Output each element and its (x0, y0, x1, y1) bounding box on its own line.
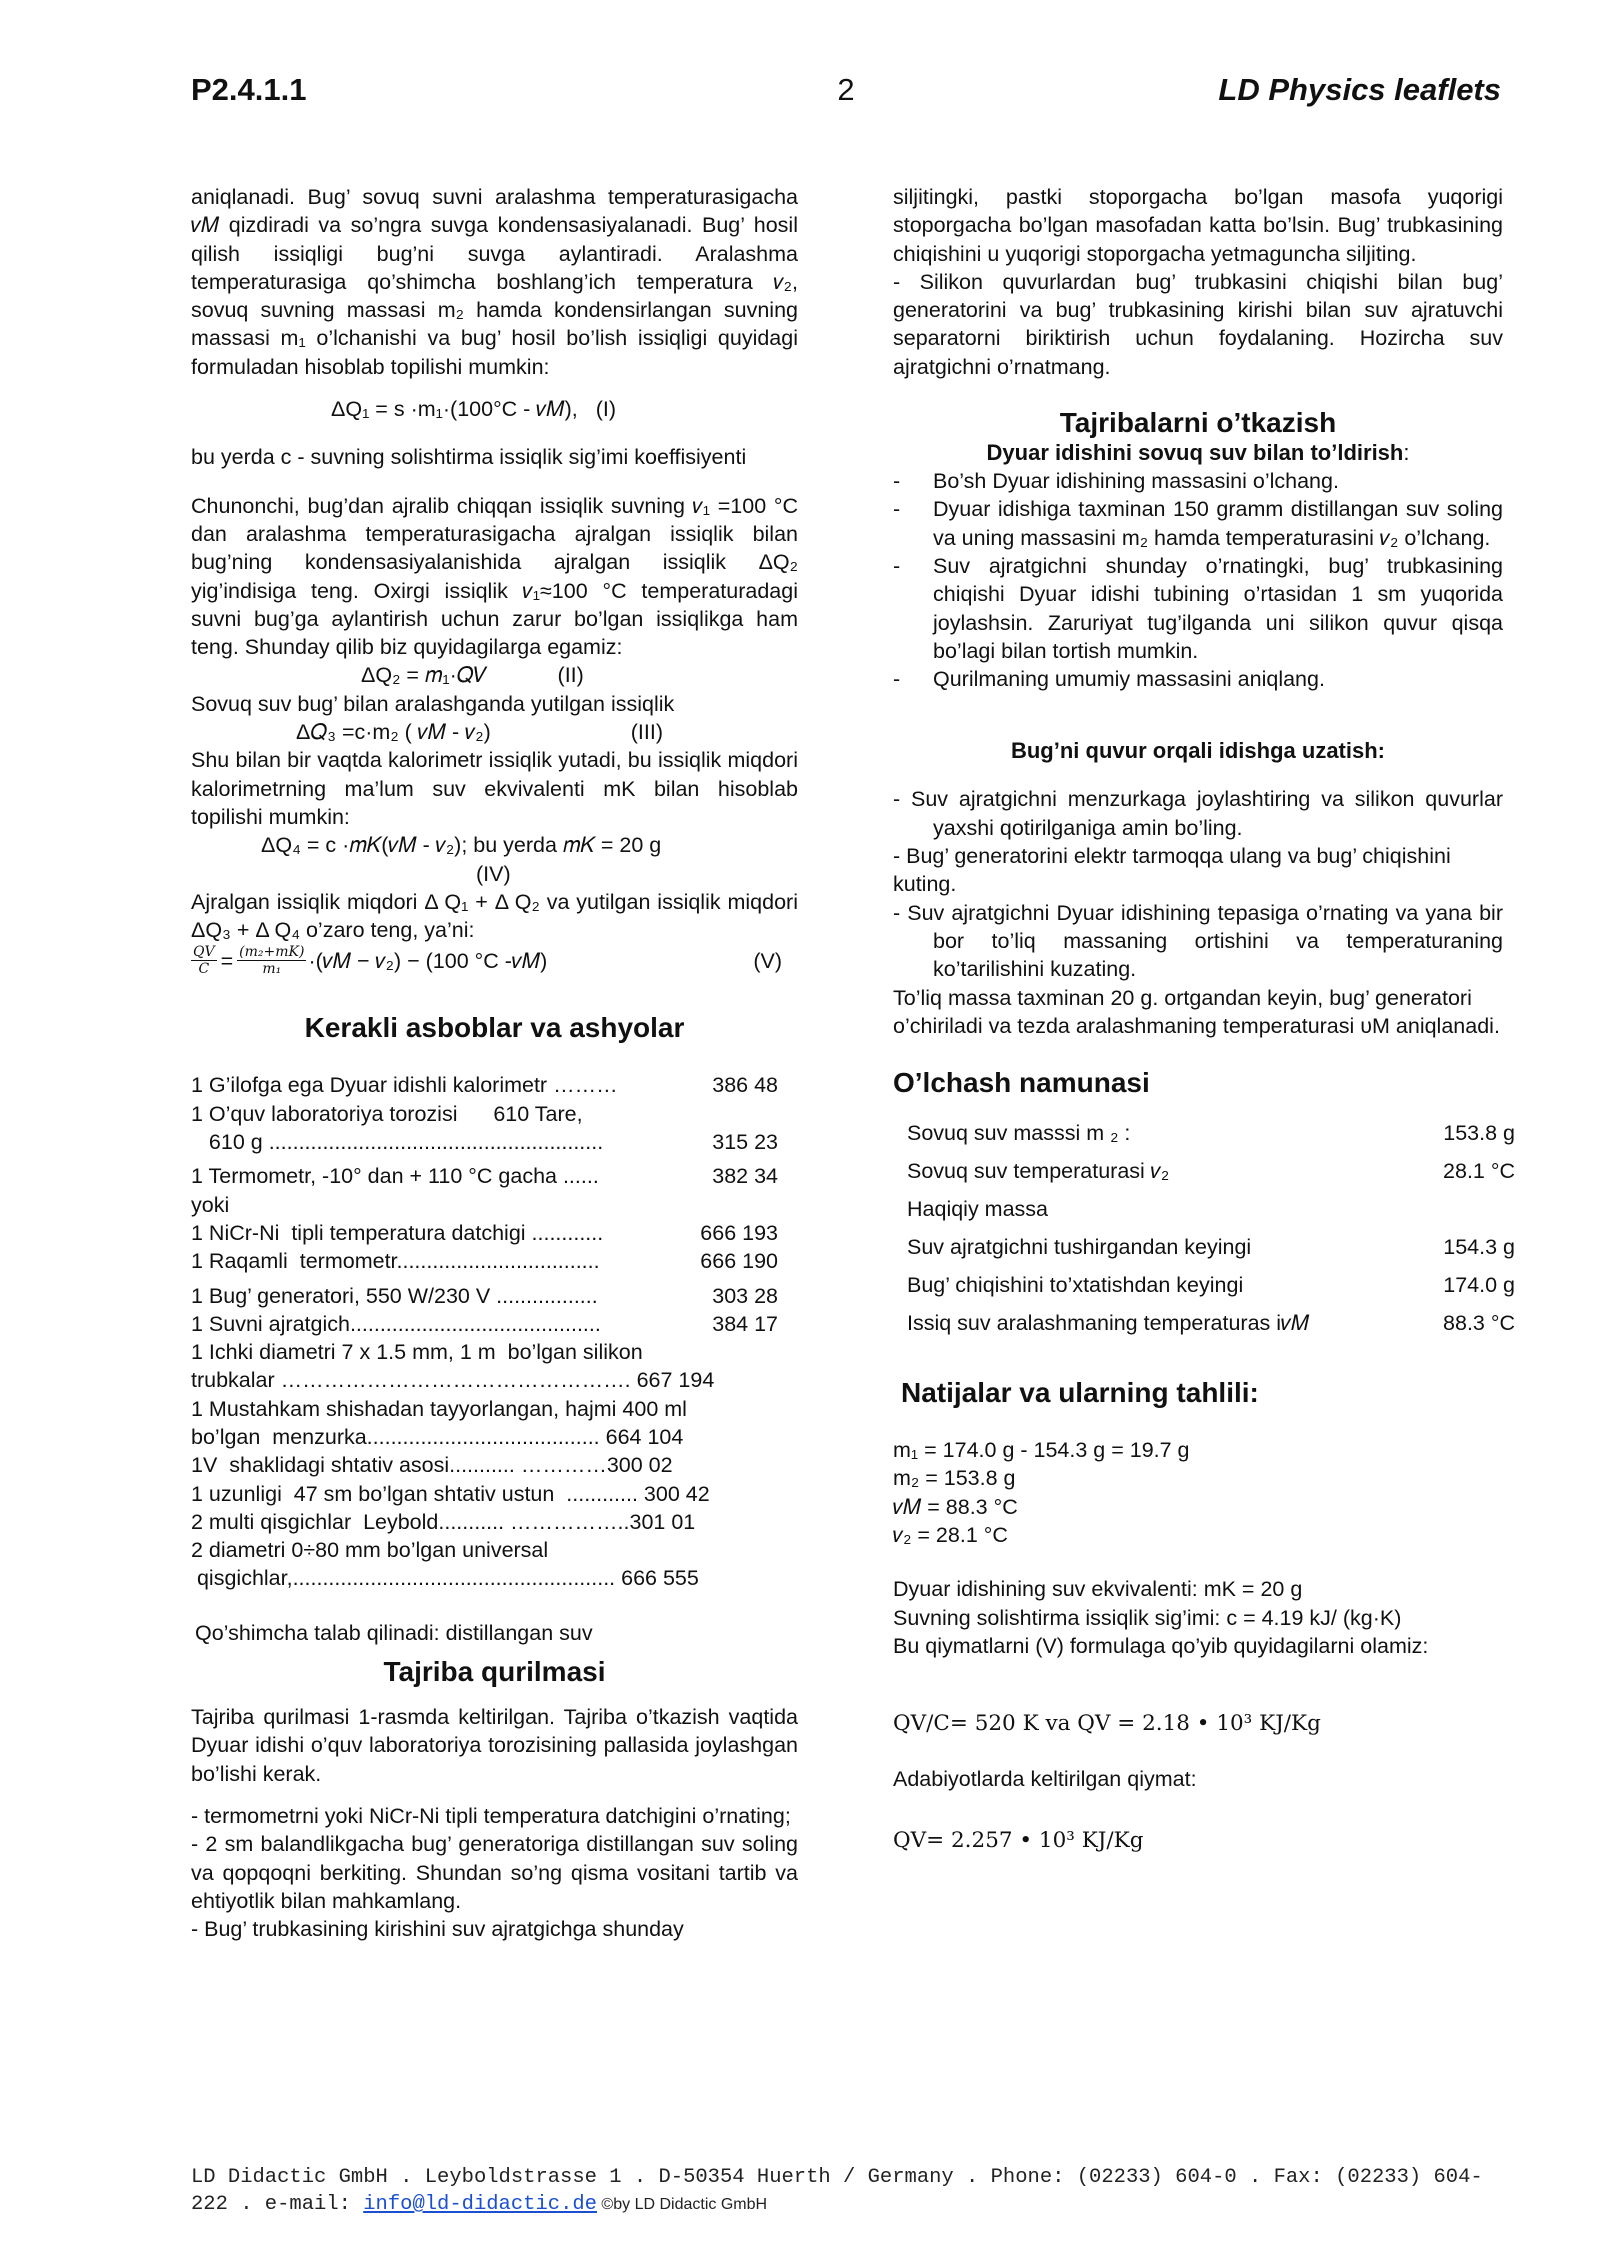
measurement-row (907, 1304, 1515, 1342)
equipment-code (778, 1395, 798, 1423)
right-column (893, 183, 1515, 1855)
fill-title: Dyuar idishini sovuq suv bilan to’ldirish: (986, 440, 1410, 466)
setup-paragraph-4: - Bug’ trubkasining kirishini suv ajratgichga shunday (191, 1917, 684, 1942)
measurement-value: 154.3 g (1443, 1234, 1515, 1259)
balance-paragraph: Ajralgan issiqlik miqdori Δ Q₁ + Δ Q₂ va yutilgan issiqlik miqdori ΔQ₃ + Δ Q₄ o’zaro teng, ya’ni: (191, 889, 798, 943)
equipment-text: 1 O’quv laboratoriya torozisi 610 Tare, (191, 1101, 583, 1126)
equation-4: ΔQ₄ = c ·𝑚𝐾(𝑣𝑀 - 𝑣₂); bu yerda 𝑚𝐾 = 20 g (261, 833, 662, 858)
equipment-code: 386 48 (712, 1073, 778, 1098)
steam-step-2: - Bug’ generatorini elektr tarmoqqa ulang va bug’ chiqishini kuting. (893, 844, 1451, 897)
measurement-label: Suv ajratgichni tushirgandan keyingi (907, 1234, 1252, 1259)
equipment-code (778, 1423, 798, 1451)
equipment-item (191, 1219, 798, 1247)
left-column (191, 183, 798, 1943)
equipment-text: 610 g ........................................................ (191, 1130, 604, 1155)
footer-copyright: ©by LD Didactic GmbH (596, 2196, 768, 2213)
continued-paragraph-1: siljitingki, pastki stoporgacha bo’lgan masofa yuqorigi stoporgacha bo’lgan masofadan katta bo’lsin. Bug’ trubkasining chiqishini u yuqorigi stoporgacha yetmaguncha siljiting. (893, 185, 1503, 266)
equation-5: $\frac{\text{𝑄𝑉}}{\text{𝐶}}$ = $\frac{\text{(𝑚₂+𝑚𝐾)}}{\text{𝑚₁}}$ ·(𝑣𝑀 − 𝑣₂) − (100 °C -𝑣𝑀) (V) (193, 944, 782, 978)
equipment-text: 1V shaklidagi shtativ asosi........... …………300 02 (191, 1453, 673, 1478)
equipment-code: 666 190 (700, 1249, 778, 1274)
leaflet-code: P2.4.1.1 (191, 72, 307, 107)
steam-step-4: To’liq massa taxminan 20 g. ortgandan keyin, bug’ generatori o’chiriladi va tezda aralashmaning temperaturasi υM aniqlanadi. (893, 985, 1500, 1038)
equipment-list (191, 1071, 798, 1592)
equipment-text: 2 diametri 0÷80 mm bo’lgan universal (191, 1538, 549, 1563)
measurement-value: 153.8 g (1443, 1120, 1515, 1145)
measurement-row (907, 1190, 1515, 1228)
experiment-title: Tajribalarni o’tkazish (1059, 407, 1337, 439)
equipment-text: 1 G’ilofga ega Dyuar idishli kalorimetr ……… (191, 1073, 618, 1098)
measurement-label: Issiq suv aralashmaning temperaturas i𝑣𝑀 (907, 1310, 1310, 1335)
equipment-item (191, 1162, 798, 1190)
equipment-code (778, 1564, 798, 1592)
equipment-code: 382 34 (712, 1164, 778, 1189)
equipment-code: 384 17 (712, 1311, 778, 1336)
setup-paragraph-1: Tajriba qurilmasi 1-rasmda keltirilgan. Tajriba o’tkazish vaqtida Dyuar idishi o’quv laboratoriya torozisining pallasida joylashgan bo’lishi kerak. (191, 1705, 798, 1786)
heat-paragraph: Chunonchi, bug’dan ajralib chiqqan issiqlik suvning 𝑣₁ =100 °C dan aralashma temperaturasigacha ajralgan issiqlik bilan bug’ning kondensasiyalanishida ajralgan issiqlik ΔQ₂ yig’indisiga teng. Oxirgi issiqlik 𝑣₁≈100 °C temperaturadagi suvni bug’ga aylantirish uchun zarur bo’lgan issiqlikga ham teng. Shunday qilib biz quyidagilarga egamiz: (191, 493, 798, 660)
measurement-value (1423, 1190, 1515, 1228)
additional-requirement: Qo’shimcha talab qilinadi: distillangan suv (195, 1620, 593, 1645)
measurement-value: 88.3 °C (1443, 1310, 1515, 1335)
equipment-code (778, 1338, 798, 1366)
equipment-text: 1 Mustahkam shishadan tayyorlangan, hajmi 400 ml (191, 1396, 687, 1421)
result-v2: 𝑣₂ = 28.1 °C (893, 1523, 1008, 1548)
equipment-text: 1 Ichki diametri 7 x 1.5 mm, 1 m bo’lgan silikon (191, 1340, 643, 1365)
equipment-code: 315 23 (712, 1130, 778, 1155)
equation-2: ΔQ₂ = 𝑚₁·𝑄𝑉 (II) (361, 663, 584, 688)
equipment-item (191, 1536, 798, 1564)
equipment-item (191, 1338, 798, 1366)
equipment-text: qisgichlar,...................................................... 666 555 (191, 1566, 699, 1591)
page-footer (191, 2164, 1501, 2218)
measurement-table (907, 1114, 1515, 1342)
equipment-item (191, 1366, 798, 1394)
literature-value: QV= 2.257 • 10³ KJ/Kg (893, 1827, 1144, 1853)
fill-step: - Bo’sh Dyuar idishining massasini o’lchang. (893, 467, 1503, 495)
fill-steps (893, 467, 1503, 693)
results-title: Natijalar va ularning tahlili: (901, 1377, 1259, 1409)
footer-email-link[interactable]: info@ld-didactic.de (363, 2193, 597, 2216)
equipment-text: 1 uzunligi 47 sm bo’lgan shtativ ustun ............ 300 42 (191, 1481, 710, 1506)
equipment-item (191, 1564, 798, 1592)
equipment-text: 1 Bug’ generatori, 550 W/230 V ................. (191, 1283, 598, 1308)
equipment-item (191, 1071, 798, 1099)
literature-label: Adabiyotlarda keltirilgan qiymat: (893, 1766, 1197, 1791)
equipment-code (778, 1536, 798, 1564)
equipment-text: trubkalar …………………………………………. 667 194 (191, 1368, 715, 1393)
steam-step-3: - Suv ajratgichni Dyuar idishining tepasiga o’rnating va yana bir bor to’liq massaning ortishini va temperaturaning ko’tarilishini kuzating. (893, 900, 1503, 982)
equipment-code (778, 1508, 798, 1536)
equipment-item (191, 1191, 798, 1219)
qv-over-c: $\frac{\text{𝑄𝑉}}{\text{𝐶}}$ (193, 944, 215, 978)
measurement-label: Sovuq suv temperaturasi 𝑣₂ (907, 1158, 1170, 1183)
measurement-value: 174.0 g (1443, 1272, 1515, 1297)
setup-paragraph-2: - termometrni yoki NiCr-Ni tipli temperatura datchigini o’rnating; (191, 1803, 791, 1828)
equipment-text: yoki (191, 1192, 230, 1217)
equipment-text: bo’lgan menzurka....................................... 664 104 (191, 1424, 684, 1449)
equation-4-tag: (IV) (476, 861, 511, 886)
setup-paragraph-3: - 2 sm balandlikgacha bug’ generatoriga distillangan suv soling va qopqoqni berkiting. Shundan so’ng qisma vositani tartib va ehtiyotlik bilan mahkamlang. (191, 1832, 798, 1913)
measurement-row (907, 1266, 1515, 1304)
specific-heat: Suvning solishtirma issiqlik sig’imi: c = 4.19 kJ/ (kg·K) (893, 1605, 1402, 1630)
measurement-label: Haqiqiy massa (907, 1196, 1048, 1221)
measurement-row (907, 1114, 1515, 1152)
fill-step: - Suv ajratgichni shunday o’rnatingki, bug’ trubkasining chiqishi Dyuar idishi tubining o’rtasidan 1 sm yuqorida joylashsin. Zaruriyat tug’ilganda uni silikon quvur qisqa bo’lagi bilan tortish mumkin. (893, 552, 1503, 665)
result-m2: m₂ = 153.8 g (893, 1466, 1016, 1491)
equipment-item (191, 1451, 798, 1479)
cold-water-paragraph: Sovuq suv bug’ bilan aralashganda yutilgan issiqlik (191, 691, 675, 716)
setup-title: Tajriba qurilmasi (383, 1656, 606, 1688)
equipment-item (191, 1395, 798, 1423)
equipment-code (778, 1451, 798, 1479)
results-values (893, 1436, 1503, 1549)
equipment-code (778, 1480, 798, 1508)
equipment-code: 666 193 (700, 1220, 778, 1245)
equation-1: ΔQ₁ = s ·m₁·(100°C - 𝑣𝑀), (I) (331, 397, 617, 422)
steam-step-1: - Suv ajratgichni menzurkaga joylashtiring va silikon quvurlar yaxshi qotirilganiga amin bo’ling. (893, 787, 1503, 840)
equipment-title: Kerakli asboblar va ashyolar (304, 1012, 685, 1044)
equipment-code (778, 1366, 798, 1394)
page-header (191, 72, 1501, 112)
equipment-code (778, 1100, 798, 1128)
c-definition: bu yerda c - suvning solishtirma issiqlik sig’imi koeffisiyenti (191, 445, 747, 470)
steam-title: Bug’ni quvur orqali idishga uzatish: (1010, 738, 1385, 764)
measurement-row (907, 1228, 1515, 1266)
equipment-item (191, 1247, 798, 1275)
result-qv: QV/C= 520 K va QV = 2.18 • 10³ KJ/Kg (893, 1711, 1321, 1737)
equipment-item (191, 1128, 798, 1156)
page-number: 2 (837, 72, 855, 107)
equipment-item (191, 1423, 798, 1451)
calorimeter-paragraph: Shu bilan bir vaqtda kalorimetr issiqlik yutadi, bu issiqlik miqdori kalorimetrning ma’lum suv ekvivalenti mK bilan hisoblab topilishi mumkin: (191, 748, 798, 829)
footer-address: LD Didactic GmbH . Leyboldstrasse 1 . D-50354 Huerth / Germany . Phone: (02233) 604-0 . Fax: (02233) 604-222 . e-mail: (191, 2166, 1483, 2216)
mass-fraction: $\frac{\text{(𝑚₂+𝑚𝐾)}}{\text{𝑚₁}}$ (239, 944, 305, 978)
measurement-label: Sovuq suv masssi m ₂ : (907, 1120, 1131, 1145)
equipment-text: 1 Suvni ajratgich.......................................... (191, 1311, 601, 1336)
equipment-item (191, 1310, 798, 1338)
substitution-text: Bu qiymatlarni (V) formulaga qo’yib quyidagilarni olamiz: (893, 1633, 1429, 1658)
equipment-item (191, 1480, 798, 1508)
sample-title: O’lchash namunasi (893, 1067, 1150, 1099)
equipment-text: 1 Termometr, -10° dan + 110 °C gacha ...... (191, 1164, 599, 1189)
fill-step: - Dyuar idishiga taxminan 150 gramm distillangan suv soling va uning massasini m₂ hamda temperaturasini 𝑣₂ o’lchang. (893, 495, 1503, 552)
equipment-code: 303 28 (712, 1283, 778, 1308)
measurement-row (907, 1152, 1515, 1190)
equipment-item (191, 1100, 798, 1128)
equipment-text: 2 multi qisgichlar Leybold........... ……………..301 01 (191, 1509, 696, 1534)
continued-paragraph-2: - Silikon quvurlardan bug’ trubkasini chiqishi bilan bug’ generatorini va bug’ trubkasining kirishi bilan suv ajratuvchi separatorni biriktirish uchun foydalaning. Hozircha suv ajratgichni o’rnatmang. (893, 269, 1503, 379)
result-m1: m₁ = 174.0 g - 154.3 g = 19.7 g (893, 1438, 1190, 1463)
measurement-label: Bug’ chiqishini to’xtatishdan keyingi (907, 1272, 1244, 1297)
equipment-item (191, 1508, 798, 1536)
result-vm: 𝑣𝑀 = 88.3 °C (893, 1494, 1018, 1519)
water-equivalent: Dyuar idishining suv ekvivalenti: mK = 20 g (893, 1577, 1303, 1602)
intro-paragraph: aniqlanadi. Bug’ sovuq suvni aralashma temperaturasigacha 𝑣𝑀 qizdiradi va so’ngra suvga kondensasiyalanadi. Bug’ hosil qilish issiqligi bug’ni suvga aylantiradi. Aralashma temperaturasiga qo’shimcha boshlang’ich temperatura 𝑣₂, sovuq suvning massasi m₂ hamda kondensirlangan suvning massasi m₁ o’lchanishi va bug’ hosil bo’lish issiqligi quyidagi formuladan hisoblab topilishi mumkin: (191, 185, 798, 379)
measurement-value: 28.1 °C (1443, 1158, 1515, 1183)
equipment-text: 1 Raqamli termometr.................................. (191, 1249, 600, 1274)
equipment-item (191, 1282, 798, 1310)
series-title: LD Physics leaflets (1218, 72, 1501, 107)
equipment-text: 1 NiCr-Ni tipli temperatura datchigi ............ (191, 1220, 604, 1245)
equation-3: Δ𝑄₃ =c·m₂ ( 𝑣𝑀 - 𝑣₂) (III) (296, 720, 663, 745)
equipment-code (778, 1191, 798, 1219)
fill-step: - Qurilmaning umumiy massasini aniqlang. (893, 665, 1503, 693)
